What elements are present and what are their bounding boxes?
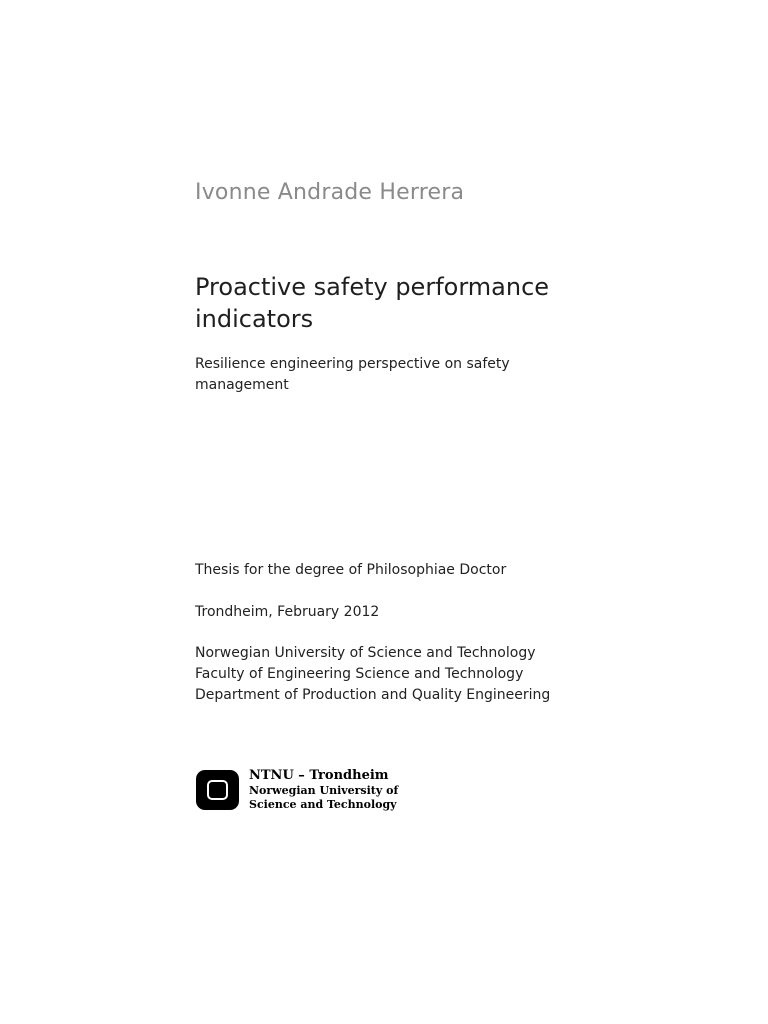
- department-name: Department of Production and Quality Engineering: [195, 687, 551, 703]
- logo-line-2: Norwegian University of: [249, 784, 399, 797]
- thesis-subtitle: Resilience engineering perspective on safety management: [195, 356, 510, 393]
- ntnu-logo-icon: [196, 770, 239, 810]
- thesis-title: Proactive safety performance indicators: [195, 273, 550, 333]
- place-and-date: Trondheim, February 2012: [195, 604, 380, 620]
- logo-line-3: Science and Technology: [249, 798, 397, 811]
- logo-line-1: NTNU – Trondheim: [249, 768, 389, 783]
- ntnu-logo: [196, 768, 406, 814]
- university-name: Norwegian University of Science and Technology: [195, 645, 536, 661]
- degree-statement: Thesis for the degree of Philosophiae Doctor: [195, 562, 507, 578]
- faculty-name: Faculty of Engineering Science and Technology: [195, 666, 524, 682]
- author-name: Ivonne Andrade Herrera: [195, 180, 465, 205]
- ntnu-logo-text: [249, 768, 398, 812]
